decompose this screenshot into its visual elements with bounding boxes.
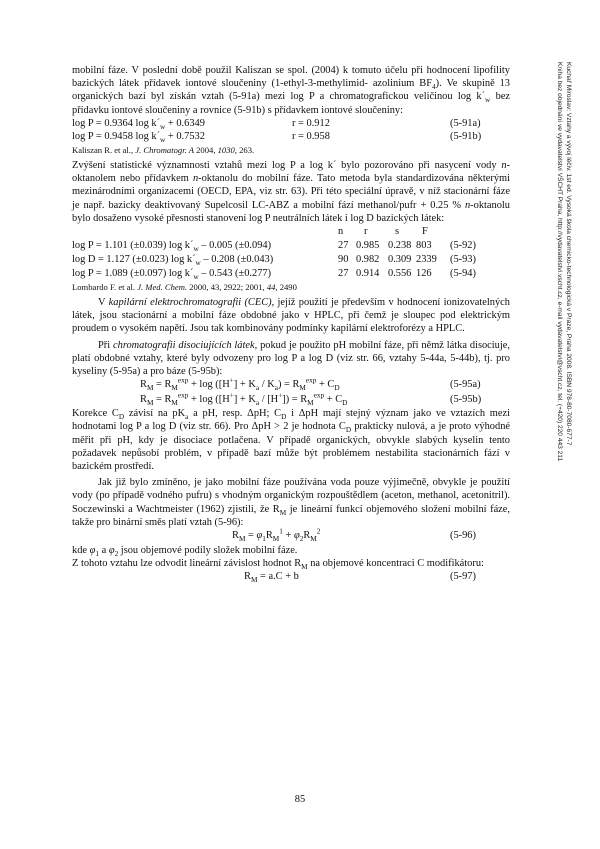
regression-r: 0.982 — [356, 254, 380, 266]
regression-row — [72, 267, 510, 281]
equation-5-95b: $R_M = R_M^{exp} + \log ([H^+] + K_a / [H^+]) = R_M^{exp} + C_D$ (5-95b) — [140, 391, 482, 407]
reference-lombardo: Lombardo F. et al. J. Med. Chem. 2000, 43, 2922; 2001, 44, 2490 — [72, 282, 297, 293]
regression-expr: log P = 1.101 (±0.039) $\log k´_w - 0.005$ (±0.094) — [72, 240, 272, 254]
regression-num: (5-92) — [450, 240, 476, 252]
regression-row — [72, 253, 510, 267]
equation-5-96: $R_M = \varphi_1R_M^1 + \varphi_2R_M^2$ (5-96) — [232, 527, 476, 544]
regression-F: 2339 — [416, 254, 437, 266]
regression-expr: log P = 1.089 (±0.097) $\log k´_w - 0.543$ (±0.277) — [72, 268, 272, 282]
paragraph-linear: Z tohoto vztahu lze odvodit lineární závislost hodnot $R_M$ na objemové koncentraci C modifikátoru: — [72, 557, 484, 571]
side-note-line-2: Kniha bez objednání ve vydavatelství VŠCHT Praha, http://vydavatelstvi.vscht.cz, e-mail vydavatelstvi@vscht.cz, tel. (+420) 220 443 211 — [556, 62, 563, 462]
regression-num: (5-94) — [450, 268, 476, 280]
regression-row — [72, 239, 510, 253]
eq95a-expr: $R_M = R_M^{exp} + \log ([H^+] + K_a / K_a) = R_M^{exp} + C_D$ — [140, 376, 340, 393]
paragraph-correction: Korekce $C_D$ závisí na $pK_a$ a pH, resp. ΔpH; $C_D$ i ΔpH mají stejný význam jako ve vztazích mezi hodnotami log P a log D (viz str. 66). Pro ΔpH > 2 je hodnota $C_D$ prakticky nulová, a je proto výhodné měřit při pH, kdy je disociace potlačena. V případě organických, obvykle slabých kyselin tento požadavek nepůsobí problém, v případě bazí může být problémem nestabilita stacionárních fází v bazickém prostředí. — [72, 408, 511, 473]
equation-5-91b: log P = 0.9458 $\log k´_w + 0.7532$ r = 0.958 (5-91b) — [72, 131, 482, 145]
regression-expr: log D = 1.127 (±0.023) $\log k´_w - 0.208$ (±0.043) — [72, 254, 274, 268]
regression-n: 27 — [338, 268, 349, 280]
equation-5-91a: log P = 0.9364 $\log k´_w + 0.6349$ r = 0.912 (5-91a) — [72, 117, 481, 131]
page-body — [72, 64, 510, 584]
reference-kaliszan: Kaliszan R. et al., J. Chromatogr. A 2004, 1030, 263. — [72, 145, 255, 155]
regression-s: 0.238 — [388, 240, 412, 252]
regression-s: 0.309 — [388, 254, 412, 266]
stats-header-row: n r s F — [338, 226, 428, 238]
regression-F: 803 — [416, 240, 432, 252]
regression-F: 126 — [416, 268, 432, 280]
regression-s: 0.556 — [388, 268, 412, 280]
paragraph-dissociating: Při chromatografii disociujících látek, pokud je použito pH mobilní fáze, při němž látka disociuje, platí obdobné vztahy, které byly odvozeny pro log P a log D (viz str. 66, vztahy 5-44a, 5-44b), tj. pro kyseliny (5-95a) a pro báze (5-95b): — [72, 339, 510, 378]
regression-n: 27 — [338, 240, 349, 252]
paragraph-mobile-phase: Jak již bylo zmíněno, je jako mobilní fáze používána voda pouze výjimečně, obvykle je použití vody (po případě vodného pufru) s vhodným organickým rozpouštědlem (aceton, methanol, acetonitril). Soczewinski a Wachtmeister (1962) zjistili, že $R_M$ je lineární funkcí objemového složení mobilní fáze, takže pro binární směs platí vztah (5-96): — [72, 477, 511, 528]
paragraph-octanol: Zvýšení statistické významnosti vztahů mezi log P a log k´ bylo pozorováno při nasycení vody n-oktanolem nebo přídavkem n-oktanolu do mobilní fáze. Tato metoda byla standardizována některými mezinárodními organizacemi (OECD, EPA, viz str. 63). Při této speciální úpravě, v níž stacionární fáze je např. bazicky deaktivovaný Supelcosil LC-ABZ a mobilní fází methanol/pufr + 0.25 % n-oktanolu bylo dosaženo vysoké přesnosti stanovení log P neutrálních látek i log D bazických látek: — [72, 160, 510, 224]
equation-5-95a: $R_M = R_M^{exp} + \log ([H^+] + K_a / K_a) = R_M^{exp} + C_D$ (5-95a) — [140, 376, 481, 393]
side-margin-note — [533, 62, 573, 722]
regression-n: 90 — [338, 254, 349, 266]
eq97-expr: $R_M = a.C + b$ — [244, 570, 299, 585]
regression-num: (5-93) — [450, 254, 476, 266]
paragraph-kaliszan: mobilní fáze. V poslední době použil Kaliszan se spol. (2004) k tomuto účelu při hodnocení lipofility bazických látek přídavek iontové sloučeniny (1-ethyl-3-methylimid- azolinium $BF_4$). Ve skupině 13 organických bazí byl získán vztah (5-91a) mezi log P a chromatografickou veličinou $\log k´_w$ bez přídavku iontové sloučeniny a rovnice (5-91b) s přídavkem iontové sloučeniny: — [72, 65, 510, 116]
regression-r: 0.985 — [356, 240, 380, 252]
paragraph-phi: kde $\varphi_1$ a $\varphi_2$ jsou objemové podíly složek mobilní fáze. — [72, 544, 298, 558]
eq96-expr: $R_M = \varphi_1R_M^1 + \varphi_2R_M^2$ — [232, 527, 321, 544]
eq95b-expr: $R_M = R_M^{exp} + \log ([H^+] + K_a / [H^+]) = R_M^{exp} + C_D$ — [140, 391, 348, 407]
regression-r: 0.914 — [356, 268, 380, 280]
equation-5-97: $R_M = a.C + b$ (5-97) — [244, 570, 476, 585]
paragraph-cec: V kapilární elektrochromatografii (CEC), jejíž použití je především v hodnocení ionizovatelných látek, jsou stacionární a mobilní fáze obdobné jako v HPLC, při čemž je sloupec pod elektrickým proudem o vysokém napětí. Jsou tak kombinovány podmínky kapilární elektroforézy a HPLC. — [72, 297, 510, 335]
side-note-line-1: Kuchař Miroslav: Vztahy a vývoj léčiv. 1st ed. Vysoká škola chemicko-technologická v Praze, Praha 2008. ISBN 978-80-7080-677-7 — [565, 62, 572, 446]
page-number: 85 — [294, 794, 306, 805]
